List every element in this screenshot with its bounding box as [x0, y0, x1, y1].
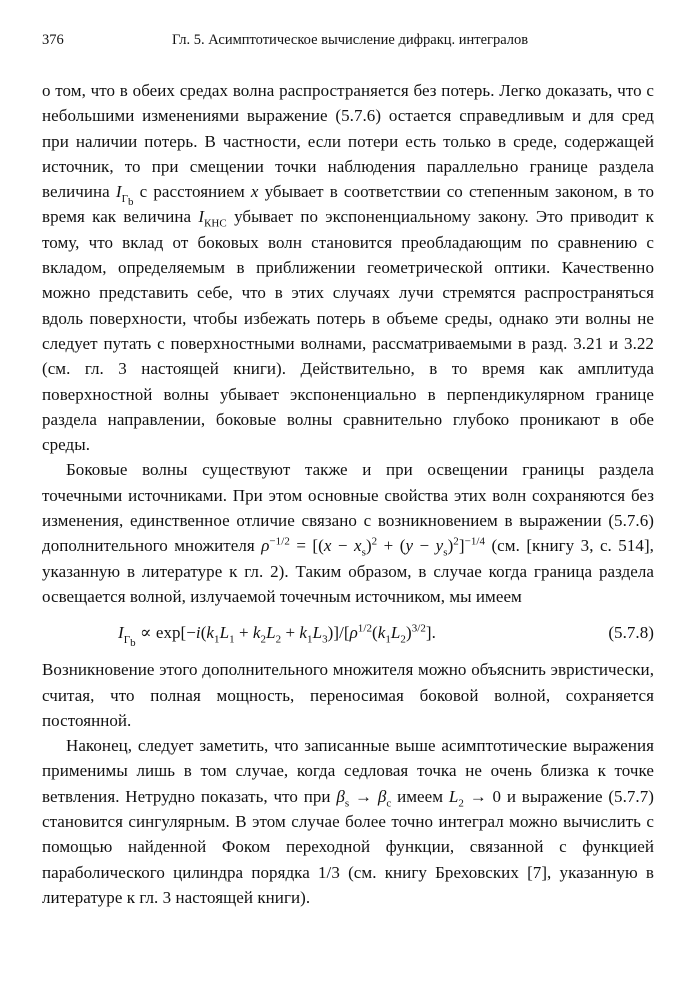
paragraph-3: Возникновение этого дополнительного множителя можно объяснить эвристически, считая, что полная мощность, переносимая боковой волной, сохраняется постоянной.	[42, 660, 654, 730]
formula-expression: $I_{\Gamma_b} \propto \exp[-i(k_1L_1 + k_2L_2 + k_1L_3)]/[\rho^{1/2}(k_1L_2)^{3/2}]$.	[118, 622, 436, 649]
paragraph-1: о том, что в обеих средах волна распространяется без потерь. Легко доказать, что с небольшими изменениями выражение (5.7.6) остается справедливым и для сред при наличии потерь. В частности, если потери есть только в среде, содержащей источник, то при смещении точки наблюдения параллельно границе раздела величина $I_{\Gamma_b}$ с расстоянием x убывает в соответствии со степенным законом, в то время как величина $I_{КНС}$ убывает по экспоненциальному закону. Это приводит к тому, что вклад от боковых волн становится преобладающим по сравнению с вкладом, определяемым в приближении геометрической оптики. Качественно можно представить себе, что в этих случаях лучи стремятся распространяться вдоль поверхности, чтобы избежать потерь в объеме среды, однако эти волны не следует путать с поверхностными волнами, рассматриваемыми в разд. 3.21 и 3.22 (см. гл. 3 настоящей книги). Действительно, в то время как амплитуда поверхностной волны убывает экспоненциально в перпендикулярном границе раздела направлении, боковые волны сравнительно глубоко проникают в обе среды.	[42, 81, 654, 455]
paragraph-2: Боковые волны существуют также и при освещении границы раздела точечными источниками. При этом основные свойства этих волн сохраняются без изменения, единственное отличие связано с возникновением в выражении (5.7.6) дополнительного множителя $\rho^{-1/2} = [(x - x_s)^2 + (y - y_s)^2]^{-1/4}$ (см. [книгу 3, с. 514], указанную в литературе к гл. 2). Таким образом, в случае когда граница раздела освещается волной, излучаемой точечным источником, мы имеем	[42, 460, 654, 606]
body-text	[42, 78, 654, 910]
paragraph-4: Наконец, следует заметить, что записанные выше асимптотические выражения применимы лишь в том случае, когда седловая точка не очень близка к точке ветвления. Нетрудно показать, что при $\beta_s \to \beta_c$ имеем $L_2 \to 0$ и выражение (5.7.7) становится сингулярным. В этом случае более точно интеграл можно вычислить с помощью найденной Фоком переходной функции, связанной с функцией параболического цилиндра порядка 1/3 (см. книгу Бреховских [7], указанную в литературе к гл. 3 настоящей книги).	[42, 736, 654, 907]
running-title: Гл. 5. Асимптотическое вычисление дифракц. интегралов	[172, 32, 529, 48]
formula-5-7-8	[42, 609, 654, 657]
page-number: 376	[42, 32, 64, 48]
formula-number: (5.7.8)	[608, 623, 654, 643]
